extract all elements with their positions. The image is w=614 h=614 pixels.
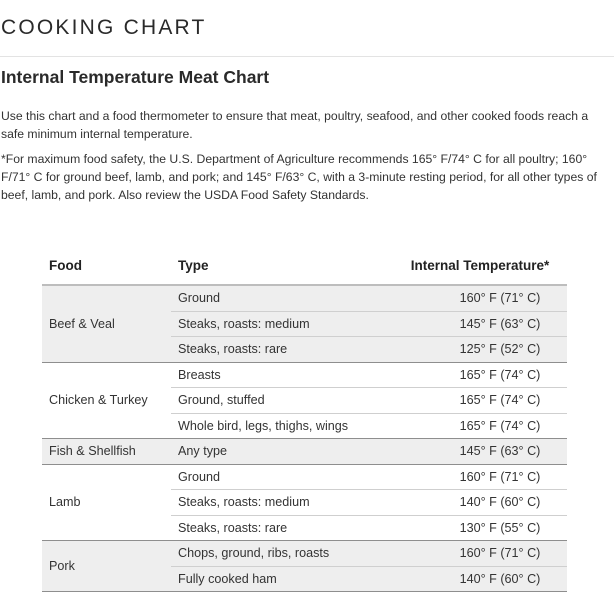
temperature-cell: 165° F (74° C) [393,388,567,414]
type-cell: Fully cooked ham [171,566,393,592]
type-cell: Steaks, roasts: medium [171,311,393,337]
table-body [42,285,567,592]
header-internal-temperature: Internal Temperature* [393,247,567,285]
temperature-cell: 130° F (55° C) [393,515,567,541]
temperature-cell: 140° F (60° C) [393,566,567,592]
temperature-cell: 160° F (71° C) [393,541,567,567]
type-cell: Steaks, roasts: medium [171,490,393,516]
temperature-cell: 125° F (52° C) [393,337,567,363]
page-title: COOKING CHART [1,16,207,39]
food-category-cell: Lamb [42,464,171,541]
type-cell: Breasts [171,362,393,388]
temperature-cell: 160° F (71° C) [393,285,567,311]
meat-temperature-table [42,247,567,592]
food-category-cell: Beef & Veal [42,285,171,362]
table-row [42,541,567,567]
type-cell: Ground [171,285,393,311]
type-cell: Steaks, roasts: rare [171,515,393,541]
temperature-cell: 165° F (74° C) [393,413,567,439]
intro-paragraph: Use this chart and a food thermometer to ensure that meat, poultry, seafood, and other cooked foods reach a safe minimum internal temperature. [1,109,589,141]
food-category-cell: Chicken & Turkey [42,362,171,439]
type-cell: Chops, ground, ribs, roasts [171,541,393,567]
table-header-row [42,247,567,285]
section-heading: Internal Temperature Meat Chart [1,67,270,87]
temperature-cell: 160° F (71° C) [393,464,567,490]
temperature-cell: 140° F (60° C) [393,490,567,516]
table-row [42,439,567,465]
header-type: Type [171,247,393,285]
food-category-cell: Fish & Shellfish [42,439,171,465]
type-cell: Ground [171,464,393,490]
temperature-cell: 165° F (74° C) [393,362,567,388]
title-divider [0,56,614,57]
temperature-cell: 145° F (63° C) [393,439,567,465]
header-food: Food [42,247,171,285]
type-cell: Whole bird, legs, thighs, wings [171,413,393,439]
temperature-cell: 145° F (63° C) [393,311,567,337]
food-category-cell: Pork [42,541,171,592]
table-row [42,464,567,490]
type-cell: Steaks, roasts: rare [171,337,393,363]
type-cell: Ground, stuffed [171,388,393,414]
table-row [42,362,567,388]
table-row [42,285,567,311]
usda-note-paragraph: *For maximum food safety, the U.S. Department of Agriculture recommends 165° F/74° C for all poultry; 160° F/71° C for ground beef, lamb, and pork; and 145° F/63° C, with a 3-minute resting period, for all other types of beef, lamb, and pork. Also review the USDA Food Safety Standards. [1,152,597,202]
type-cell: Any type [171,439,393,465]
